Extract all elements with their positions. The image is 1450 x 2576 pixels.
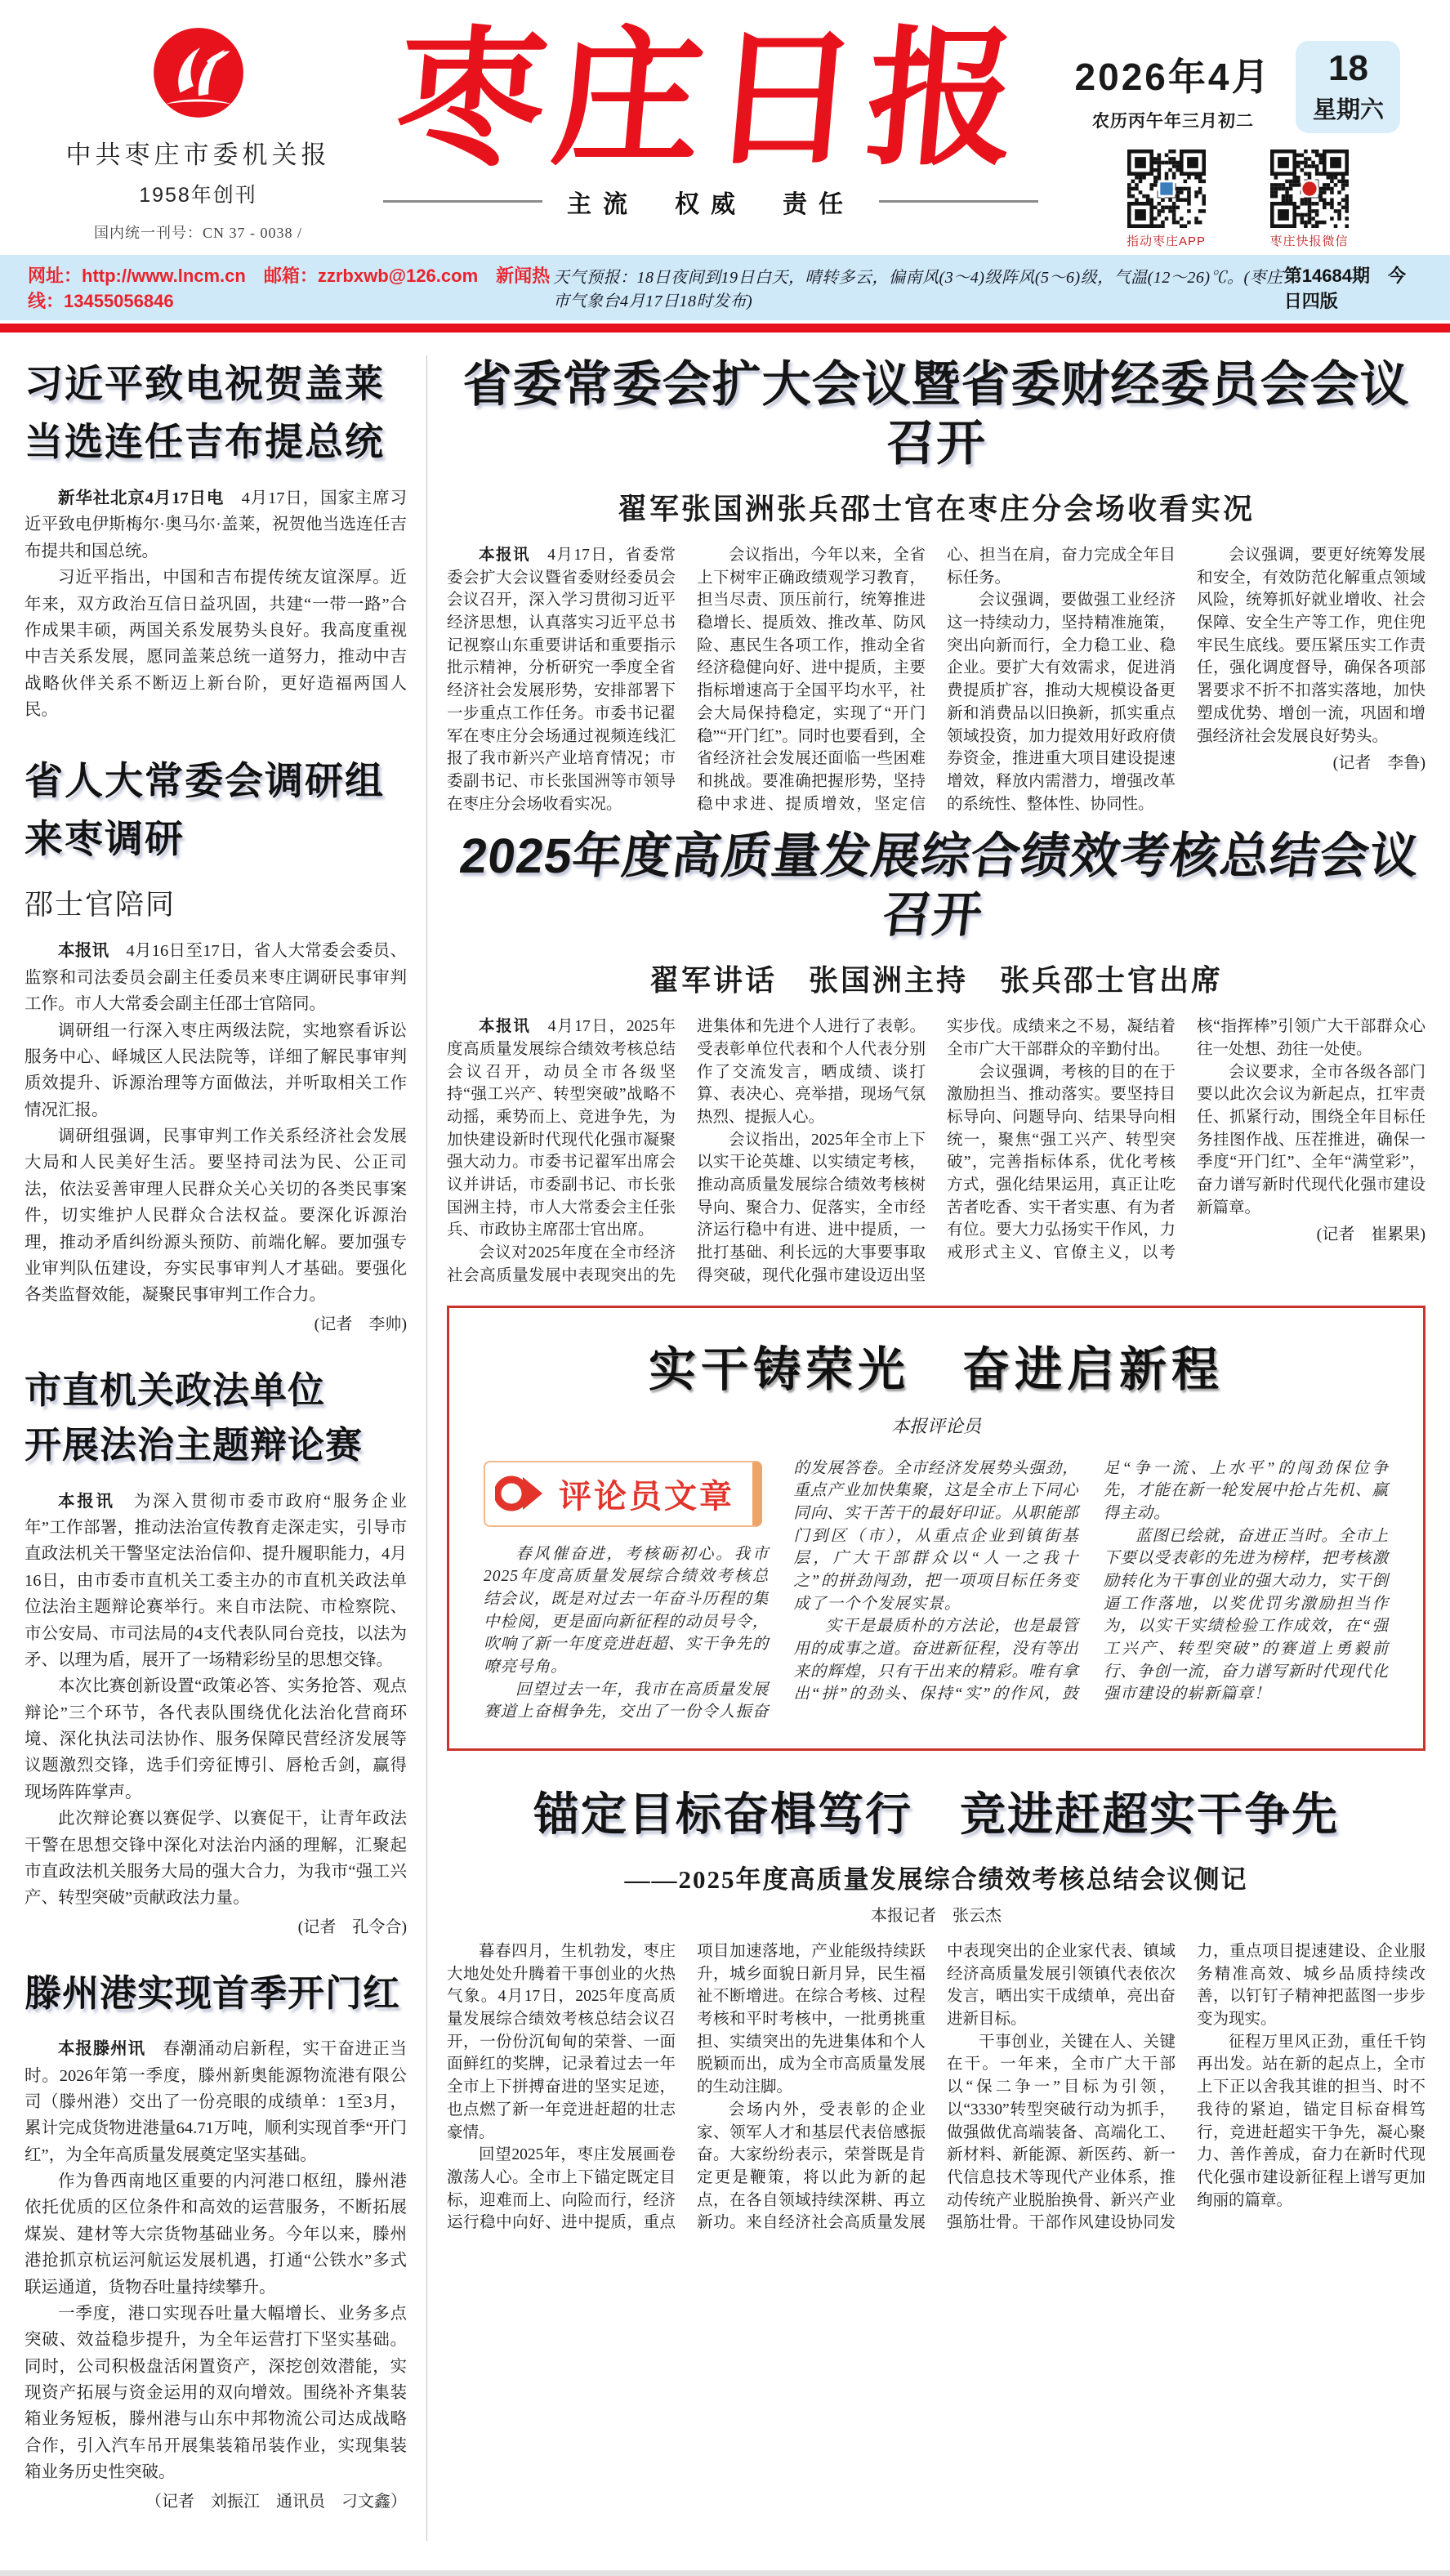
slogan-rule-right xyxy=(879,200,1038,203)
paragraph-text: 4月17日，2025年度高质量发展综合绩效考核总结会议召开，动员全市各级坚持“强工兴产、转型突破”战略不动摇，乘势而上、竞进争先，为加快建设新时代现代化强市凝聚强大动力。市委书记翟军出席会议并讲话，市委副书记、市长张国洲主持，市人大常委会主任张兵、市政协主席邵士官出席。 xyxy=(447,1018,676,1239)
article-paragraph: 本次比赛创新设置“政策必答、实务抢答、观点辩论”三个环节，各代表队围绕优化法治化营商环境、深化执法司法协作、服务保障民营经济发展等议题激烈交锋，选手们旁征博引、唇枪舌剑，赢得现场阵阵掌声。 xyxy=(25,1677,407,1801)
commentary-body xyxy=(484,1458,1389,1725)
weather-forecast: 天气预报：18日夜间到19日白天，晴转多云，偏南风(3～4)级阵风(5～6)级，气温(12～26)℃。(枣庄市气象台4月17日18时发布) xyxy=(553,269,1283,310)
newspaper-logo-icon xyxy=(149,25,248,124)
wechat-qr-block xyxy=(1260,150,1359,249)
article-body xyxy=(447,544,1425,815)
byline: (记者 崔累果) xyxy=(1316,1225,1425,1244)
sub-headline: ——2025年度高质量发展综合绩效考核总结会议侧记 xyxy=(624,1865,1248,1894)
byline: (记者 李鲁) xyxy=(1332,754,1425,773)
commentator-badge xyxy=(484,1461,762,1527)
article-body xyxy=(25,1489,407,1912)
masthead xyxy=(0,0,1450,253)
wechat-qr-code-icon xyxy=(1270,150,1349,228)
article-paragraph: 作为鲁西南地区重要的内河港口枢纽，滕州港依托优质的区位条件和高效的运营服务，不断拓展煤炭、建材等大宗货物基础业务。今年以来，滕州港抢抓京杭运河航运发展机遇，打通“公铁水”多式联运通道，货物吞吐量持续攀升。 xyxy=(25,2172,407,2297)
paragraph-text: 为深入贯彻市委市政府“服务企业年”工作部署，推动法治宣传教育走深走实，引导市直政法机关干警坚定法治信仰、提升履职能力，4月16日，由市委市直机关工委主办的市直机关政法单位法治主题辩论赛举行。来自市法院、市检察院、市公安局、市司法局的4支代表队同台竞技，以法为矛、以理为盾，展开了一场精彩纷呈的思想交锋。 xyxy=(25,1492,407,1669)
article-paragraph: 习近平指出，中国和吉布提传统友谊深厚。近年来，双方政治互信日益巩固，共建“一带一路”合作成果丰硕，两国关系发展势头良好。我高度重视中吉关系发展，愿同盖莱总统一道努力，推动中吉战略伙伴关系不断迈上新台阶，更好造福两国人民。 xyxy=(25,569,407,719)
article-sidelight-story xyxy=(447,1779,1425,2234)
paragraph-text: 春潮涌动启新程，实干奋进正当时。2026年第一季度，滕州新奥能源物流港有限公司（滕州港）交出了一份亮眼的成绩单：1至3月，累计完成货物进港量64.71万吨，顺利实现首季“开门红”，为全年高质量发展奠定坚实基础。 xyxy=(25,2040,408,2164)
article-paragraph xyxy=(25,1489,407,1674)
red-divider-bar xyxy=(0,324,1450,333)
article-paragraph: 会场内外，受表彰的企业家、领军人才和基层代表倍感振奋。大家纷纷表示，荣誉既是肯定更是鞭策，将以此为新的起点，在各自领域持续深耕、再立新功。来自经济社会高质量发展中表现突出的企业家代表、镇域经济高质量发展引领镇代表依次发言，晒出实干成绩单，亮出奋进新目标。 xyxy=(697,1943,1176,2232)
publication-date: 2026年4月 xyxy=(1074,56,1272,98)
masthead-agency: 中共枣庄市委机关报 xyxy=(65,141,331,169)
article-paragraph: 会议强调，要更好统筹发展和安全，有效防范化解重点领域风险，统筹抓好就业增收、社会保障、安全生产等工作，兜住兜牢民生底线。要压紧压实工作责任，强化调度督导，确保各项部署要求不折不扣落实落地，加快塑成优势、增创一流，巩固和增强经济社会发展良好势头。 xyxy=(1197,547,1425,745)
commentary-box xyxy=(447,1306,1425,1752)
dateline: 本报讯 xyxy=(58,942,109,961)
paragraph-text: 4月16日至17日，省人大常委会委员、监察和司法委员会副主任委员来枣庄调研民事审判工作。市人大常委会副主任邵士官陪同。 xyxy=(25,942,408,1014)
article-performance-assessment-meeting xyxy=(447,827,1425,1287)
byline: (记者 孔令合) xyxy=(297,1917,407,1936)
byline: (记者 李帅) xyxy=(314,1315,407,1333)
day-box xyxy=(1296,41,1400,133)
byline: （记者 刘振江 通讯员 刁文鑫） xyxy=(145,2492,407,2511)
headline: 锚定目标奋楫笃行 竞进赶超实干争先 xyxy=(533,1790,1339,1841)
page-bottom-rule xyxy=(0,2570,1450,2576)
wechat-qr-caption: 枣庄快报微信 xyxy=(1269,234,1349,248)
article-tengzhou-port xyxy=(25,1967,407,2511)
headline: 2025年度高质量发展综合绩效考核总结会议召开 xyxy=(457,828,1423,943)
article-xi-congratulation xyxy=(25,355,407,723)
commentator-arrow-icon xyxy=(495,1472,547,1515)
masthead-issn: 国内统一刊号：CN 37 - 0038 / xyxy=(94,225,302,241)
dateline: 本报讯 xyxy=(479,1018,531,1036)
sub-headline: 翟军讲话 张国洲主持 张兵邵士官出席 xyxy=(649,964,1223,998)
sub-headline: 邵士官陪同 xyxy=(25,889,176,922)
article-provincial-npc-research xyxy=(25,752,407,1333)
slogan-row xyxy=(372,184,1050,220)
article-paragraph: 蓝图已绘就，奋进正当时。全市上下要以受表彰的先进为榜样，把考核激励转化为干事创业的强大动力，实干倒逼工作落地，以奖优罚劣激励担当作为，以实干实绩检验工作成效，在“强工兴产、转型突破”的赛道上勇毅前行、争创一流，奋力谱写新时代现代化强市建设的崭新篇章！ xyxy=(1103,1527,1389,1703)
dateline: 新华社北京4月17日电 xyxy=(58,489,225,507)
dateline: 本报滕州讯 xyxy=(58,2040,145,2059)
masthead-center xyxy=(372,11,1050,253)
left-column xyxy=(25,355,407,2541)
headline-line-2: 开展法治主题辩论赛 xyxy=(25,1425,364,1467)
article-paragraph xyxy=(447,1016,676,1242)
article-paragraph: 实干是最质朴的方法论，也是最管用的成事之道。奋进新征程，没有等出来的辉煌，只有干出来的精彩。唯有拿出“拼”的劲头、保持“实”的作风，鼓足“争一流、上水平”的闯劲保位争先，才能在新一轮发展中抢占先机、赢得主动。 xyxy=(793,1459,1389,1703)
sub-headline: 翟军张国洲张兵邵士官在枣庄分会场收看实况 xyxy=(617,493,1255,525)
article-paragraph: 此次辩论赛以赛促学、以赛促干，让青年政法干警在思想交锋中深化对法治内涵的理解，汇聚起市直政法机关服务大局的强大合力，为我市“强工兴产、转型突破”贡献政法力量。 xyxy=(25,1810,407,1908)
article-paragraph: 会议指出，今年以来，全省上下树牢正确政绩观学习教育，担当尽责、顶压前行，统筹推进稳增长、提质效、推改革、防风险、惠民生各项工作，推动全省经济稳健向好、进中提质，主要指标增速高于全国平均水平，社会大局保持稳定，实现了“开门稳”“开门红”。同时也要看到，全省经济社会发展还面临一些困难和挑战。要准确把握形势，坚持稳中求进、提质增效，坚定信心、担当在肩，奋力完成全年目标任务。 xyxy=(697,547,1176,813)
headline xyxy=(25,1364,407,1474)
info-bar xyxy=(0,255,1450,320)
page-content xyxy=(0,333,1450,2549)
headline-line-1: 省人大常委会调研组 xyxy=(25,759,385,803)
lunar-date: 农历丙午年三月初二 xyxy=(1091,112,1254,131)
article-body xyxy=(447,1016,1425,1287)
headline xyxy=(25,355,407,471)
masthead-left xyxy=(25,16,372,253)
dateline: 本报讯 xyxy=(58,1492,115,1511)
newspaper-slogan: 主流 权威 责任 xyxy=(567,190,854,218)
article-body xyxy=(25,938,407,1308)
article-body xyxy=(447,1940,1425,2234)
contact-info: 网址：http://www.lncm.cn 邮箱：zzrbxwb@126.com 新闻热线：13455056846 xyxy=(28,266,551,311)
commentary-headline: 实干铸荣光 奋进启新程 xyxy=(648,1342,1224,1396)
app-qr-caption: 指动枣庄APP xyxy=(1126,234,1206,248)
app-qr-block xyxy=(1118,150,1216,249)
article-paragraph xyxy=(447,544,676,815)
right-column xyxy=(447,355,1425,2541)
article-paragraph: 春风催奋进，考核砺初心。我市2025年度高质量发展综合绩效考核总结会议，既是对过去一年奋斗历程的集中检阅，更是面向新征程的动员号令，吹响了新一年度竞进赶超、实干争先的嘹亮号角。 xyxy=(484,1545,770,1676)
article-paragraph: 回望2025年，枣庄发展画卷激荡人心。全市上下锚定既定目标，迎难而上、向险而行，经济运行稳中向好、进中提质，重点项目加速落地，产业能级持续跃升，城乡面貌日新月异，民生福祉不断增进。在综合考核、过程考核和平时考核中，一批勇挑重担、实绩突出的先进集体和个人脱颖而出，成为全市高质量发展的生动注脚。 xyxy=(447,1943,926,2232)
issue-number: 第14684期 今日四版 xyxy=(1283,266,1406,311)
article-paragraph: 会议指出，2025年全市上下以实干论英雄、以实绩定考核，推动高质量发展综合绩效考核树导向、聚合力、促落实，全市经济运行稳中有进、进中提质，一批打基础、利长远的大事要事取得突破，现代化强市建设迈出坚实步伐。成绩来之不易，凝结着全市广大干部群众的辛勤付出。 xyxy=(697,1018,1176,1284)
masthead-right xyxy=(1050,16,1425,253)
article-paragraph: 暮春四月，生机勃发，枣庄大地处处升腾着干事创业的火热气象。4月17日，2025年度高质量发展综合绩效考核总结会议召开，一份份沉甸甸的荣誉、一面面鲜红的奖牌，记录着过去一年全市上下拼搏奋进的坚实足迹，也点燃了新一年竞进赶超的壮志豪情。 xyxy=(447,1943,676,2141)
article-paragraph xyxy=(25,938,407,1017)
article-paragraph: 一季度，港口实现吞吐量大幅增长、业务多点突破、效益稳步提升，为全年运营打下坚实基础。同时，公司积极盘活闲置资产，深挖创效潜能，实现资产拓展与资金运用的双向增效。围绕补齐集装箱业务短板，滕州港与山东中邦物流公司达成战略合作，引入汽车吊开展集装箱吊装作业，实现集装箱业务历史性突破。 xyxy=(25,2304,407,2482)
headline-line-1: 习近平致电祝贺盖莱 xyxy=(25,362,385,405)
masthead-founded: 1958年创刊 xyxy=(139,184,257,207)
dateline: 本报讯 xyxy=(479,547,531,564)
article-paragraph: 会议强调，考核的目的在于激励担当、推动落实。要坚持目标导向、问题导向、结果导向相统一，聚焦“强工兴产、转型突破”，完善指标体系，优化考核方式，强化结果运用，真正让吃苦者吃香、实干者实惠、有为者有位。要大力弘扬实干作风，力戒形式主义、官僚主义，以考核“指挥棒”引领广大干部群众心往一处想、劲往一处使。 xyxy=(947,1018,1425,1262)
article-paragraph: 调研组强调，民事审判工作关系经济社会发展大局和人民美好生活。要坚持司法为民、公正司法，依法妥善审理人民群众关心关切的各类民事案件，切实维护人民群众合法权益。要深化诉源治理，推动矛盾纠纷源头预防、前端化解。要加强专业审判队伍建设，夯实民事审判人才基础。要强化各类监督效能，凝聚民事审判工作合力。 xyxy=(25,1127,407,1305)
article-body xyxy=(25,2036,407,2485)
article-paragraph: 调研组一行深入枣庄两级法院，实地察看诉讼服务中心、峄城区人民法院等，详细了解民事审判质效提升、诉源治理等方面做法，并听取相关工作情况汇报。 xyxy=(25,1021,407,1119)
commentary-byline: 本报评论员 xyxy=(890,1415,981,1436)
app-qr-code-icon xyxy=(1127,150,1206,228)
newspaper-title: 枣庄日报 xyxy=(389,11,1033,185)
headline xyxy=(25,752,407,868)
article-paragraph xyxy=(25,2036,407,2168)
article-paragraph: 会议对2025年度在全市经济社会高质量发展中表现突出的先进集体和先进个人进行了表彰。受表彰单位代表和个人代表分别作了交流发言，晒成绩、谈打算、表决心、亮举措，现场气氛热烈、提振人心。 xyxy=(447,1018,926,1284)
byline: 本报记者 张云杰 xyxy=(871,1907,1002,1925)
paragraph-text: 4月17日，国家主席习近平致电伊斯梅尔·奥马尔·盖莱，祝贺他当选连任吉布提共和国总统。 xyxy=(25,489,407,560)
article-legal-debate-competition xyxy=(25,1364,407,1937)
headline-line-2: 当选连任吉布提总统 xyxy=(25,419,385,463)
slogan-rule-left xyxy=(383,200,542,203)
article-paragraph xyxy=(25,485,407,565)
article-paragraph: 干事创业，关键在人、关键在干。一年来，全市广大干部以“保二争一”目标为引领，以“3330”转型突破行动为抓手，做强做优高端装备、高端化工、新材料、新能源、新医药、新一代信息技术等现代产业体系，推动传统产业脱胎换骨、新兴产业强筋壮骨。干部作风建设协同发力，重点项目提速建设、企业服务精准高效、城乡品质持续改善，以钉钉子精神把蓝图一步步变为现实。 xyxy=(947,1943,1425,2232)
headline-line-2: 来枣调研 xyxy=(25,816,185,860)
paragraph-text: 4月17日，省委常委会扩大会议暨省委财经委员会会议召开，深入学习贯彻习近平经济思想，认真落实习近平总书记视察山东重要讲话和重要指示批示精神，分析研究一季度全省经济社会发展形势，安排部署下一步重点工作任务。市委书记翟军在枣庄分会场通过视频连线汇报了我市新兴产业培育情况；市委副书记、市长张国洲等市领导在枣庄分会场收看实况。 xyxy=(447,547,676,813)
article-paragraph: 会议强调，要做强工业经济这一持续动力，坚持精准施策，突出向新而行，全力稳工业、稳企业。要扩大有效需求，促进消费提质扩容，推动大规模设备更新和消费品以旧换新，抓实重点领域投资，加力提效用好政府债券资金，推进重大项目建设提速增效，释放内需潜力，增强改革的系统性、整体性、协同性。 xyxy=(947,592,1176,813)
article-body xyxy=(25,485,407,723)
date-block xyxy=(1050,41,1425,133)
headline-line-1: 市直机关政法单位 xyxy=(25,1369,326,1411)
column-divider xyxy=(426,355,427,2541)
article-paragraph: 征程万里风正劲，重任千钧再出发。站在新的起点上，全市上下正以舍我其谁的担当、时不我待的紧迫，锚定目标奋楫笃行，竞进赶超实干争先，凝心聚力、善作善成，奋力在新时代现代化强市建设新征程上谱写更加绚丽的篇章。 xyxy=(1197,2033,1425,2209)
article-paragraph: 回望过去一年，我市在高质量发展赛道上奋楫争先，交出了一份令人振奋的发展答卷。全市经济发展势头强劲，重点产业加快集聚，这是全市上下同心同向、实干苦干的最好印证。从职能部门到区（市），从重点企业到镇街基层，广大干部群众以“人一之我十之”的拼劲闯劲，把一项项目标任务变成了一个个发展实景。 xyxy=(484,1459,1079,1721)
headline: 滕州港实现首季开门红 xyxy=(25,1972,401,2014)
badge-label: 评论员文章 xyxy=(559,1478,734,1515)
article-paragraph: 会议要求，全市各级各部门要以此次会议为新起点，扛牢责任、抓紧行动，围绕全年目标任务挂图作战、压茬推进，确保一季度“开门红”、全年“满堂彩”，奋力谱写新时代现代化强市建设新篇章。 xyxy=(1197,1063,1425,1217)
weekday: 星期六 xyxy=(1312,97,1384,123)
qr-row xyxy=(1050,150,1425,249)
day-number: 18 xyxy=(1327,48,1368,88)
article-provincial-standing-committee xyxy=(447,355,1425,815)
headline: 省委常委会扩大会议暨省委财经委员会会议召开 xyxy=(462,357,1410,471)
